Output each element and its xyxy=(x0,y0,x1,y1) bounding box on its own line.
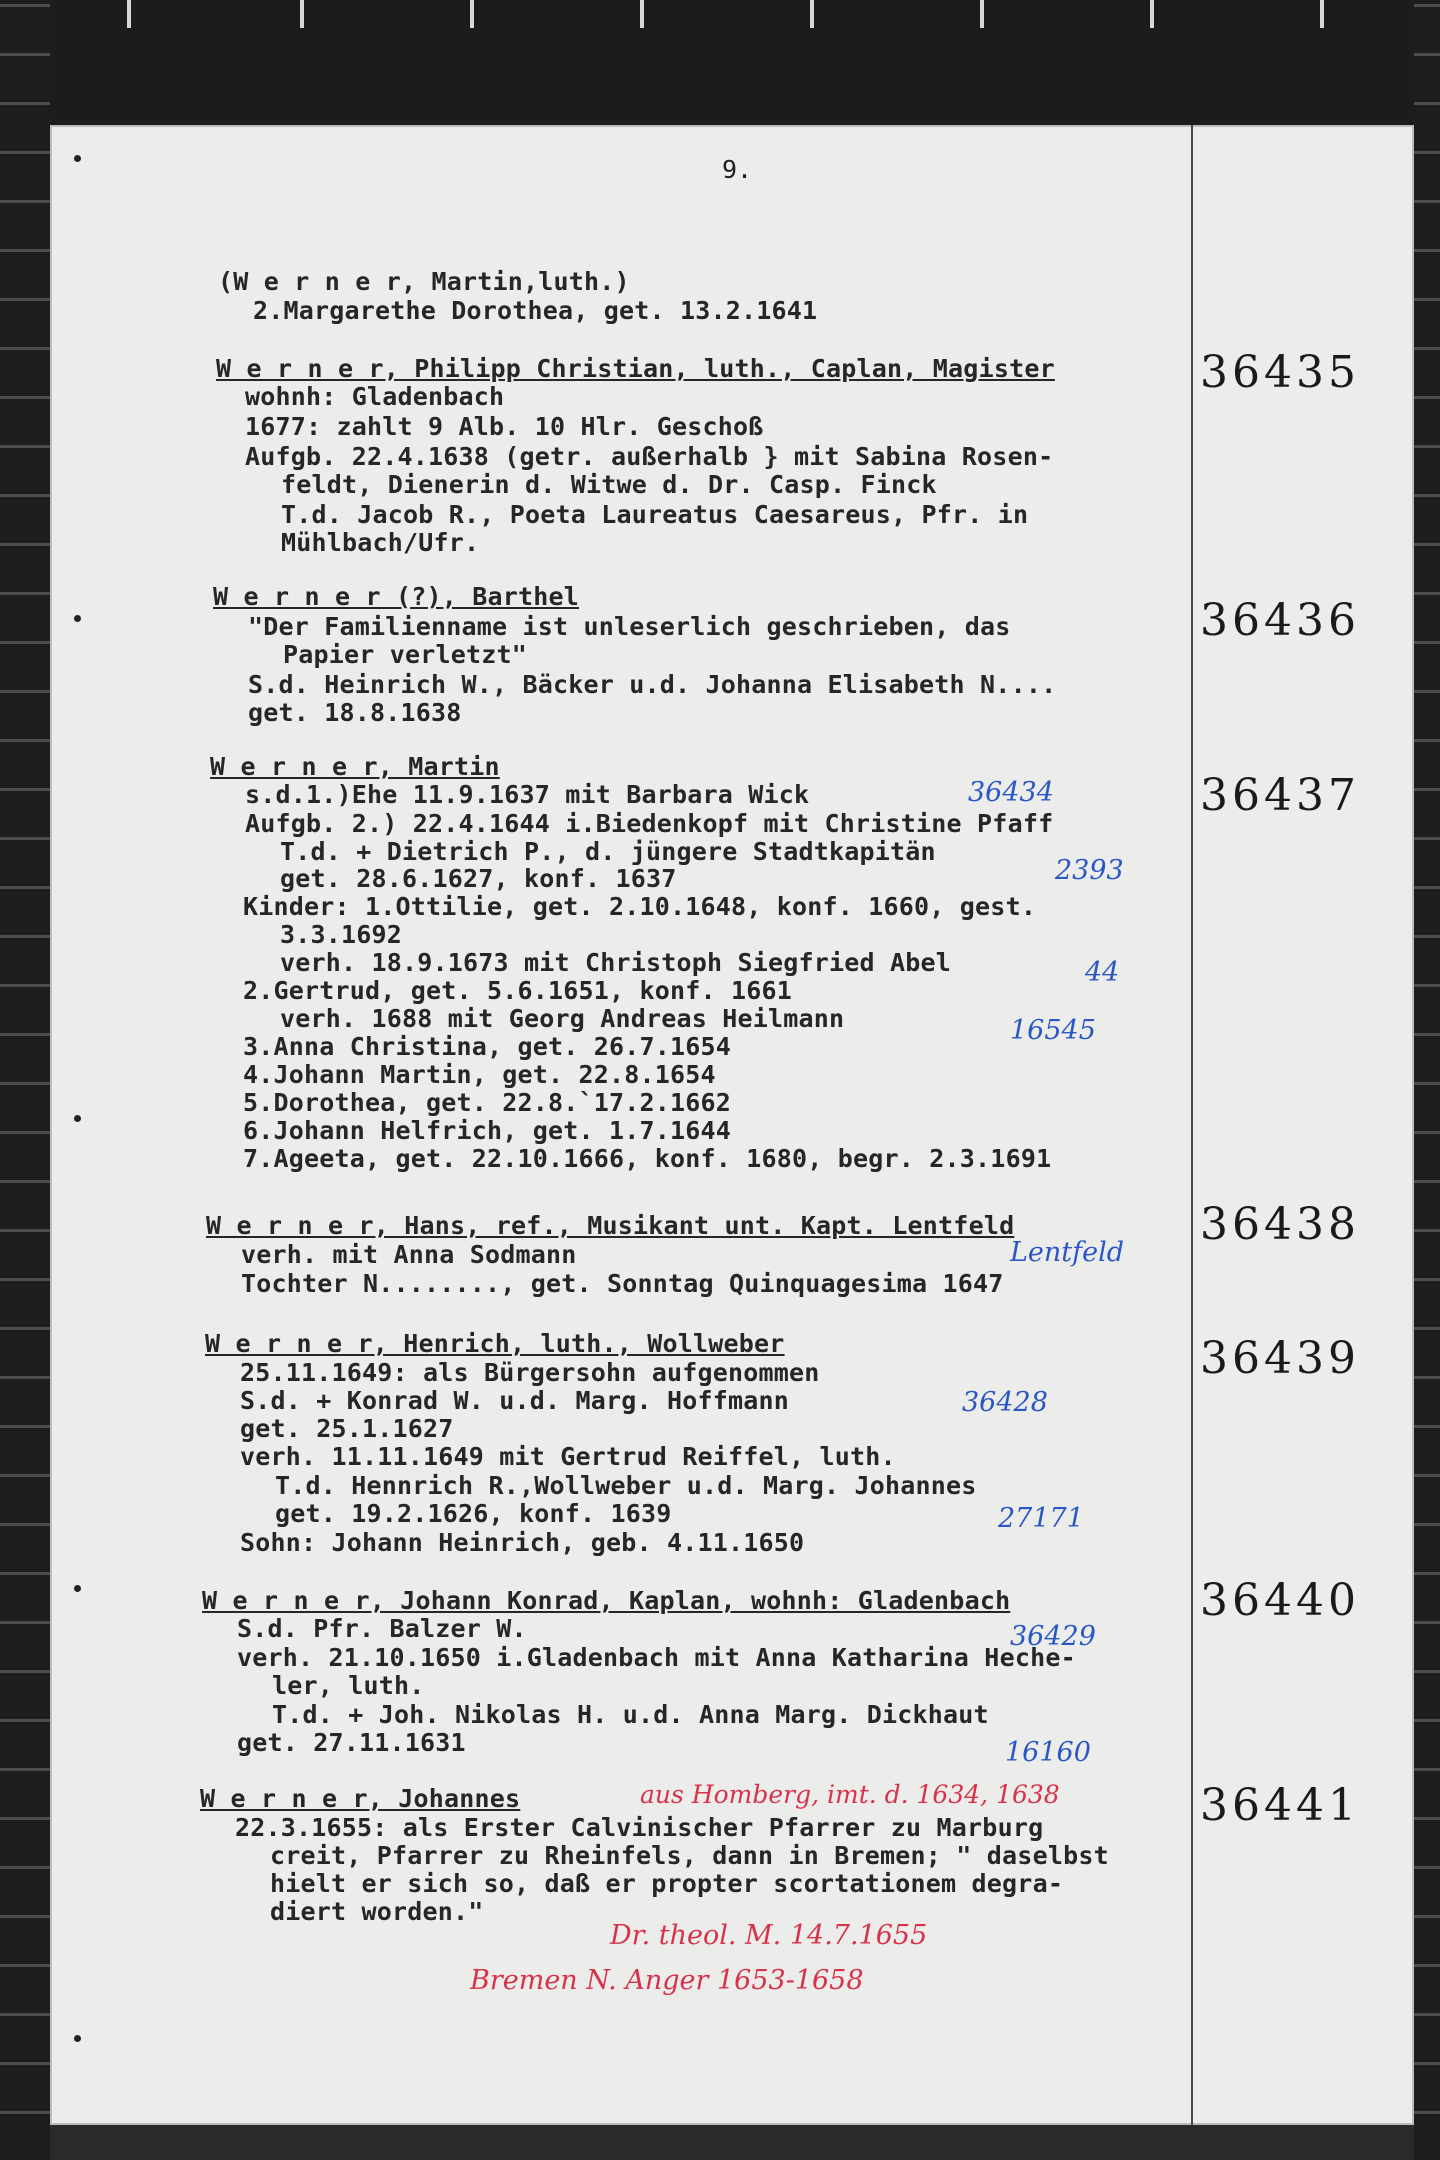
entry-line: S.d. + Konrad W. u.d. Marg. Hoffmann xyxy=(240,1386,790,1415)
ruler-mark xyxy=(470,0,474,28)
entry-line: verh. mit Anna Sodmann xyxy=(241,1240,577,1269)
punch-hole xyxy=(74,1115,81,1122)
handwritten-note: 44 xyxy=(1085,957,1120,988)
ruler-mark xyxy=(810,0,814,28)
record-number: 36438 xyxy=(1200,1199,1360,1250)
punch-hole xyxy=(74,155,81,162)
entry-line: Mühlbach/Ufr. xyxy=(281,528,480,557)
handwritten-note: 36429 xyxy=(1010,1621,1096,1652)
entry-line: Aufgb. 22.4.1638 (getr. außerhalb } mit Sabina Rosen- xyxy=(245,442,1054,471)
entry-line: ler, luth. xyxy=(272,1671,425,1700)
entry-line: 3.Anna Christina, get. 26.7.1654 xyxy=(243,1032,732,1061)
scanner-grid-left xyxy=(0,0,50,2160)
handwritten-note: 2393 xyxy=(1055,855,1124,886)
entry-line: get. 19.2.1626, konf. 1639 xyxy=(275,1499,672,1528)
entry-line: 1677: zahlt 9 Alb. 10 Hlr. Geschoß xyxy=(245,412,764,441)
entry-heading: W e r n e r (?), Barthel xyxy=(213,582,580,611)
entry-line: S.d. Pfr. Balzer W. xyxy=(237,1614,527,1643)
record-number: 36440 xyxy=(1200,1575,1360,1626)
entry-line: T.d. + Dietrich P., d. jüngere Stadtkapitän xyxy=(280,837,936,866)
scanner-grid-right xyxy=(1414,0,1440,2160)
entry-line: T.d. Jacob R., Poeta Laureatus Caesareus, Pfr. in xyxy=(281,500,1029,529)
handwritten-note: 36434 xyxy=(968,777,1054,808)
record-number: 36439 xyxy=(1200,1333,1360,1384)
punch-hole xyxy=(74,1585,81,1592)
handwritten-note: 27171 xyxy=(998,1503,1084,1534)
entry-line: hielt er sich so, daß er propter scortationem degra- xyxy=(270,1869,1064,1898)
entry-line: Aufgb. 2.) 22.4.1644 i.Biedenkopf mit Christine Pfaff xyxy=(245,809,1054,838)
entry-line: 7.Ageeta, get. 22.10.1666, konf. 1680, begr. 2.3.1691 xyxy=(243,1144,1052,1173)
entry-line: T.d. Hennrich R.,Wollweber u.d. Marg. Johannes xyxy=(275,1471,977,1500)
ruler-mark xyxy=(640,0,644,28)
scanner-background xyxy=(0,0,1440,130)
entry-line: 6.Johann Helfrich, get. 1.7.1644 xyxy=(243,1116,732,1145)
entry-line: "Der Familienname ist unleserlich geschrieben, das xyxy=(248,612,1011,641)
entry-line: Papier verletzt" xyxy=(283,640,528,669)
document-page xyxy=(50,125,1414,2125)
record-number: 36441 xyxy=(1200,1780,1360,1831)
margin-rule xyxy=(1191,125,1193,2125)
entry-line: Sohn: Johann Heinrich, geb. 4.11.1650 xyxy=(240,1528,805,1557)
entry-line: 22.3.1655: als Erster Calvinischer Pfarrer zu Marburg xyxy=(235,1813,1044,1842)
entry-line: verh. 21.10.1650 i.Gladenbach mit Anna Katharina Heche- xyxy=(237,1643,1076,1672)
handwritten-note: 16160 xyxy=(1005,1737,1091,1768)
punch-hole xyxy=(74,2035,81,2042)
entry-line: 3.3.1692 xyxy=(280,920,403,949)
ruler-mark xyxy=(1320,0,1324,28)
entry-line: S.d. Heinrich W., Bäcker u.d. Johanna Elisabeth N.... xyxy=(248,670,1057,699)
handwritten-note: Bremen N. Anger 1653-1658 xyxy=(470,1965,864,1996)
handwritten-note: aus Homberg, imt. d. 1634, 1638 xyxy=(640,1780,1060,1809)
record-number: 36435 xyxy=(1200,347,1360,398)
entry-line: 2.Margarethe Dorothea, get. 13.2.1641 xyxy=(253,296,818,325)
ruler-mark xyxy=(980,0,984,28)
handwritten-note: Lentfeld xyxy=(1010,1237,1125,1268)
entry-line: get. 27.11.1631 xyxy=(237,1728,466,1757)
entry-heading: W e r n e r, Hans, ref., Musikant unt. Kapt. Lentfeld xyxy=(206,1211,1015,1240)
entry-line: verh. 18.9.1673 mit Christoph Siegfried Abel xyxy=(280,948,952,977)
entry-line: verh. 1688 mit Georg Andreas Heilmann xyxy=(280,1004,845,1033)
ruler-mark xyxy=(127,0,131,28)
entry-line: 2.Gertrud, get. 5.6.1651, konf. 1661 xyxy=(243,976,793,1005)
entry-heading: (W e r n e r, Martin,luth.) xyxy=(218,267,630,296)
handwritten-note: 36428 xyxy=(962,1387,1048,1418)
entry-heading: W e r n e r, Martin xyxy=(210,752,500,781)
entry-line: 4.Johann Martin, get. 22.8.1654 xyxy=(243,1060,716,1089)
entry-heading: W e r n e r, Johannes xyxy=(200,1784,521,1813)
page-number: 9. xyxy=(722,155,753,184)
entry-heading: W e r n e r, Philipp Christian, luth., Caplan, Magister xyxy=(216,354,1055,383)
entry-line: feldt, Dienerin d. Witwe d. Dr. Casp. Finck xyxy=(281,470,937,499)
entry-line: wohnh: Gladenbach xyxy=(245,382,505,411)
ruler-mark xyxy=(1150,0,1154,28)
punch-hole xyxy=(74,615,81,622)
handwritten-note: 16545 xyxy=(1010,1015,1096,1046)
entry-line: get. 18.8.1638 xyxy=(248,698,462,727)
entry-line: 25.11.1649: als Bürgersohn aufgenommen xyxy=(240,1358,820,1387)
entry-line: creit, Pfarrer zu Rheinfels, dann in Bremen; " daselbst xyxy=(270,1841,1109,1870)
handwritten-note: Dr. theol. M. 14.7.1655 xyxy=(610,1920,928,1951)
entry-line: s.d.1.)Ehe 11.9.1637 mit Barbara Wick xyxy=(245,780,810,809)
entry-heading: W e r n e r, Johann Konrad, Kaplan, wohnh: Gladenbach xyxy=(202,1586,1011,1615)
entry-line: Tochter N........, get. Sonntag Quinquagesima 1647 xyxy=(241,1269,1004,1298)
entry-line: verh. 11.11.1649 mit Gertrud Reiffel, luth. xyxy=(240,1442,896,1471)
record-number: 36436 xyxy=(1200,595,1360,646)
entry-line: diert worden." xyxy=(270,1897,484,1926)
entry-heading: W e r n e r, Henrich, luth., Wollweber xyxy=(205,1329,785,1358)
entry-line: Kinder: 1.Ottilie, get. 2.10.1648, konf. 1660, gest. xyxy=(243,892,1037,921)
entry-line: get. 28.6.1627, konf. 1637 xyxy=(280,864,677,893)
record-number: 36437 xyxy=(1200,770,1360,821)
entry-line: get. 25.1.1627 xyxy=(240,1414,454,1443)
entry-line: 5.Dorothea, get. 22.8.`17.2.1662 xyxy=(243,1088,732,1117)
ruler-mark xyxy=(300,0,304,28)
entry-line: T.d. + Joh. Nikolas H. u.d. Anna Marg. Dickhaut xyxy=(272,1700,989,1729)
